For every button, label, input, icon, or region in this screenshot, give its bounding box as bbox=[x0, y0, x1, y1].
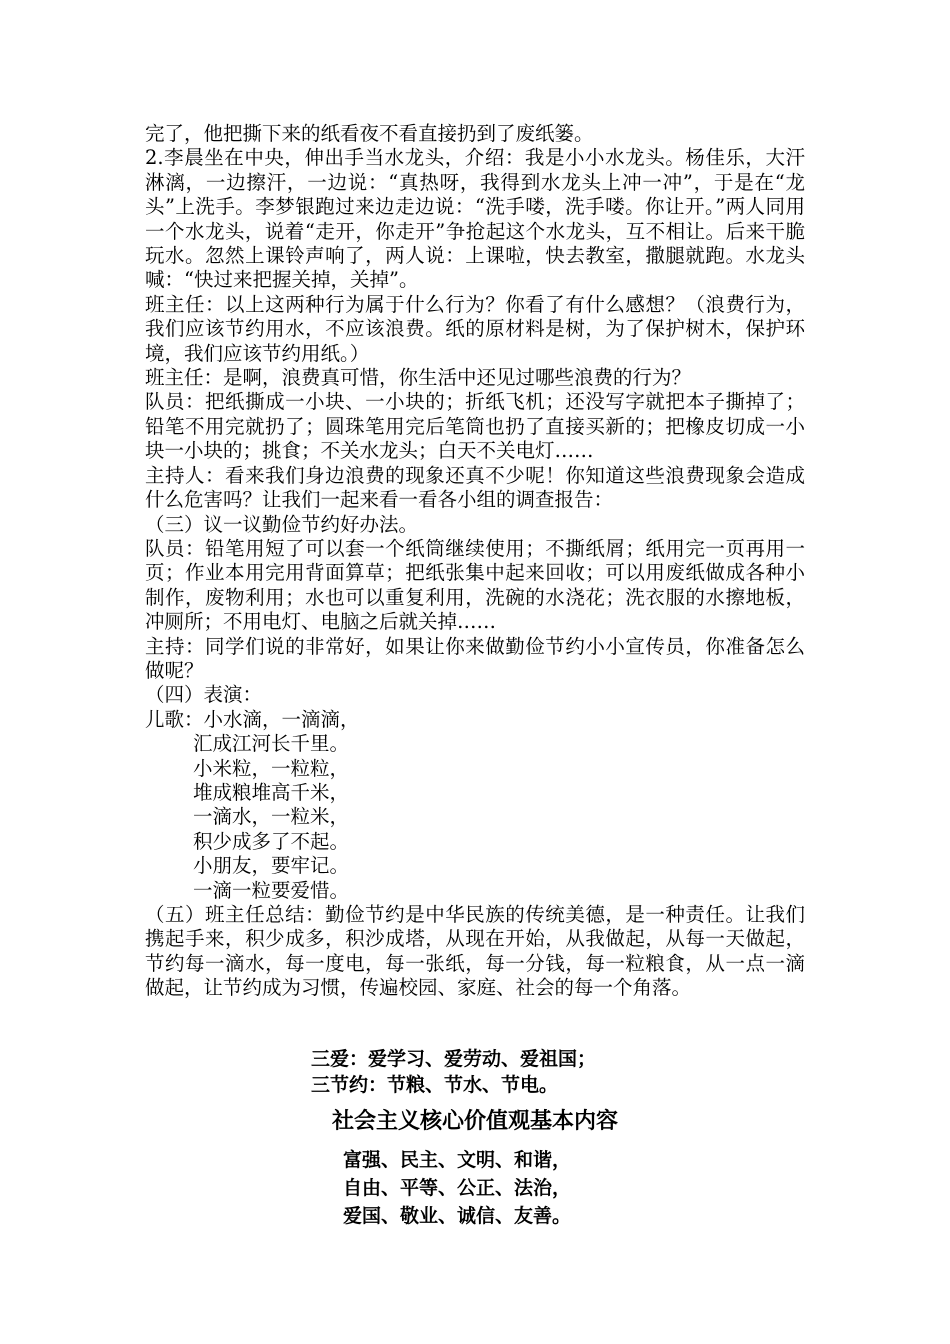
paragraph-host-survey: 主持人：看来我们身边浪费的现象还真不少呢！你知道这些浪费现象会造成什么危害吗？让我们一起来看一看各小组的调查报告： bbox=[145, 463, 805, 512]
nursery-rhyme bbox=[145, 708, 805, 903]
paragraph-teacher-question: 班主任：以上这两种行为属于什么行为？你看了有什么感想？（浪费行为，我们应该节约用水，不应该浪费。纸的原材料是树，为了保护树木，保护环境，我们应该节约用纸。） bbox=[145, 292, 805, 365]
section-three-heading: （三）议一议勤俭节约好办法。 bbox=[145, 512, 419, 536]
slogan-three-loves: 三爱：爱学习、爱劳动、爱祖国； bbox=[311, 1048, 597, 1070]
paragraph-continuation: 完了，他把撕下来的纸看夜不看直接扔到了废纸篓。 bbox=[145, 122, 594, 145]
poem-line: 一滴水，一粒米， bbox=[193, 805, 350, 829]
poem-line: 积少成多了不起。 bbox=[193, 829, 350, 853]
poem-line: 小朋友，要牢记。 bbox=[193, 854, 350, 878]
slogan-three-savings: 三节约：节粮、节水、节电。 bbox=[311, 1074, 559, 1096]
core-values-list bbox=[343, 1146, 571, 1230]
paragraph-student-examples: 队员：把纸撕成一小块、一小块的；折纸飞机；还没写字就把本子撕掉了；铅笔不用完就扔了；圆珠笔用完后笔筒也扔了直接买新的；把橡皮切成一小块一小块的；挑食；不关水龙头；白天不关电灯…… bbox=[145, 390, 805, 463]
core-values-line: 爱国、敬业、诚信、友善。 bbox=[343, 1205, 572, 1227]
document-body bbox=[145, 122, 805, 1001]
paragraph-host-promoter: 主持：同学们说的非常好，如果让你来做勤俭节约小小宣传员，你准备怎么做呢？ bbox=[145, 634, 805, 682]
paragraph-teacher-followup: 班主任：是啊，浪费真可惜，你生活中还见过哪些浪费的行为？ bbox=[145, 366, 692, 390]
poem-line: 汇成江河长千里。 bbox=[193, 732, 350, 756]
section-four-heading: （四）表演： bbox=[145, 683, 263, 707]
paragraph-summary: （五）班主任总结：勤俭节约是中华民族的传统美德，是一种责任。让我们携起手来，积少成多，积沙成塔，从现在开始，从我做起，从每一天做起，节约每一滴水，每一度电，每一张纸，每一分钱，每一粒粮食，从一点一滴做起，让节约成为习惯，传遍校园、家庭、社会的每一个角落。 bbox=[145, 903, 805, 1000]
paragraph-skit-faucet: 2.李晨坐在中央，伸出手当水龙头，介绍：我是小小水龙头。杨佳乐，大汗淋漓，一边擦汗，一边说：“真热呀，我得到水龙头上冲一冲”，于是在“龙头”上洗手。李梦银跑过来边走边说：“洗手喽，洗手喽。你让开。”两人同用一个水龙头，说着“走开，你走开”争抢起这个水龙头，互不相让。后来干脆玩水。忽然上课铃声响了，两人说：上课啦，快去教室，撒腿就跑。水龙头喊：“快过来把握关掉，关掉”。 bbox=[145, 146, 805, 292]
core-values-line: 富强、民主、文明、和谐， bbox=[343, 1149, 572, 1171]
slogan-block bbox=[311, 1046, 596, 1098]
paragraph-student-ideas: 队员：铅笔用短了可以套一个纸筒继续使用；不撕纸屑；纸用完一页再用一页；作业本用完用背面算草；把纸张集中起来回收；可以用废纸做成各种小制作，废物利用；水也可以重复利用，洗碗的水浇花；洗衣服的水擦地板，冲厕所；不用电灯、电脑之后就关掉…… bbox=[145, 536, 805, 634]
poem-line: 小米粒，一粒粒， bbox=[193, 756, 350, 780]
core-values-title: 社会主义核心价值观基本内容 bbox=[331, 1109, 618, 1134]
poem-line: 儿歌：小水滴，一滴滴， bbox=[145, 707, 360, 731]
core-values-line: 自由、平等、公正、法治， bbox=[343, 1177, 572, 1199]
poem-line: 一滴一粒要爱惜。 bbox=[193, 878, 350, 902]
poem-line: 堆成粮堆高千米， bbox=[193, 780, 350, 804]
